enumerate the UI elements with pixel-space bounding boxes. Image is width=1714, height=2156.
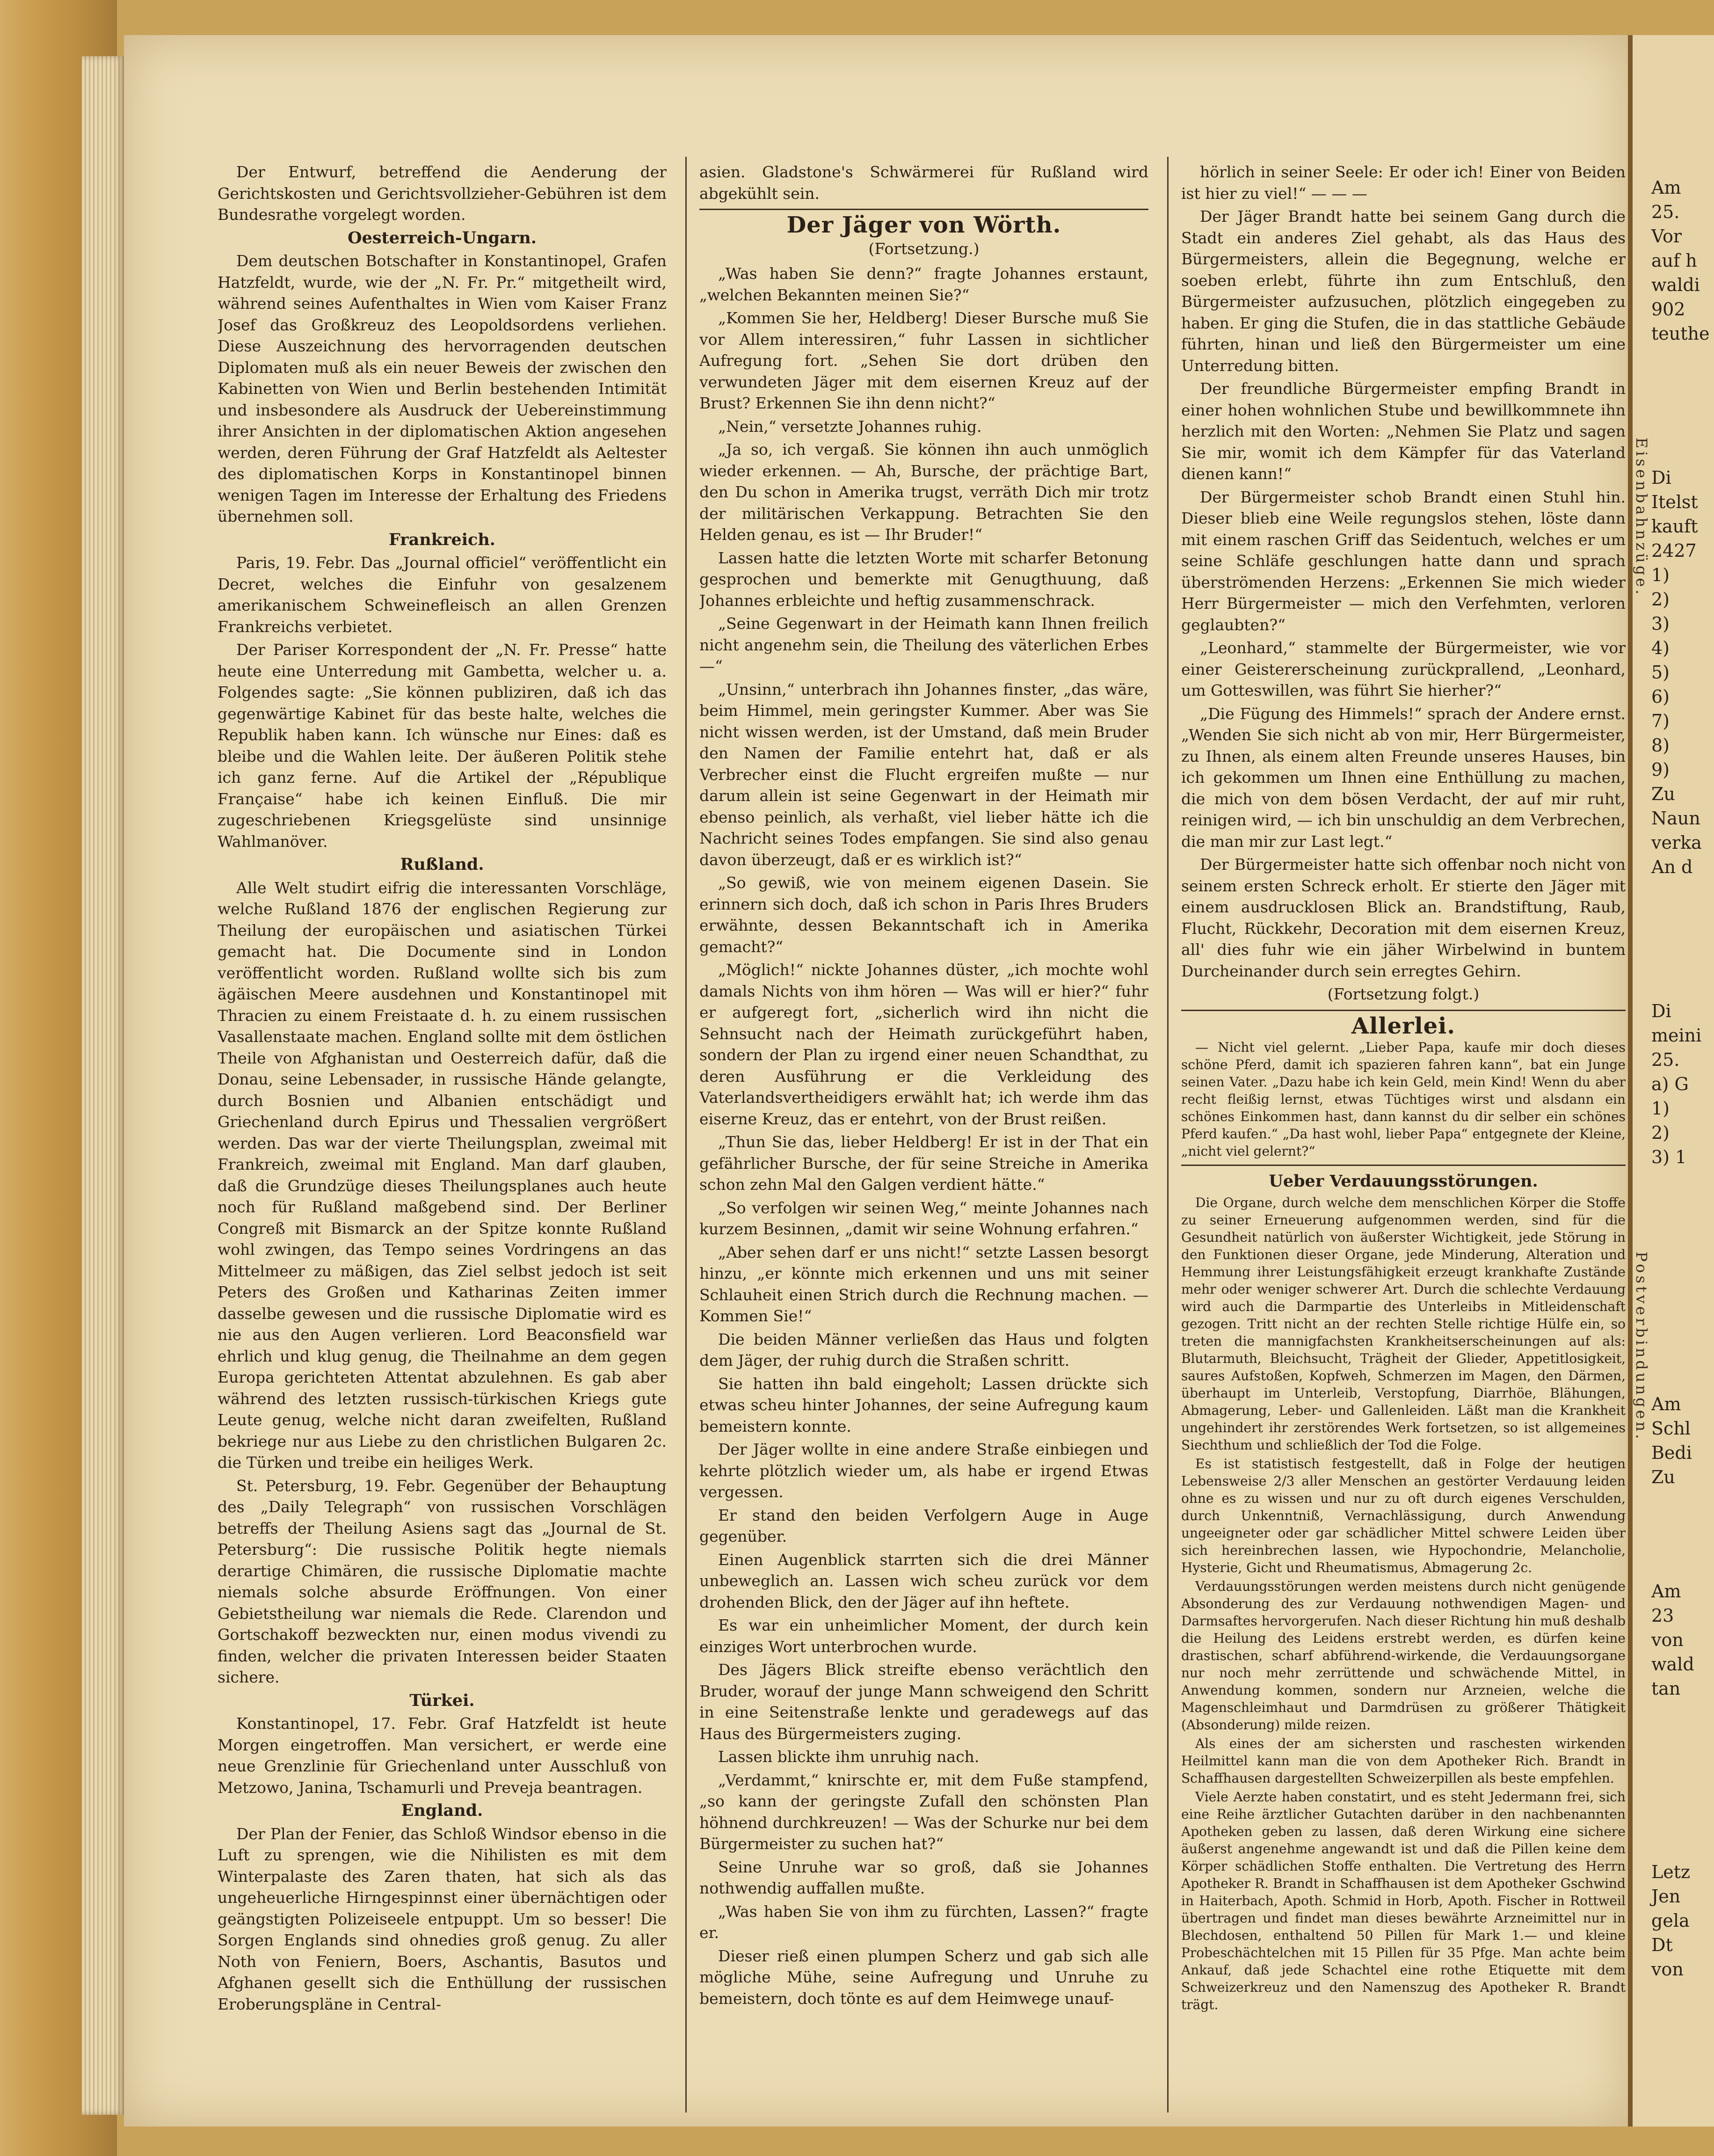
facing-line: 7): [1651, 711, 1670, 731]
facing-text-bottom: [1651, 1579, 1694, 1701]
heading-oesterreich: Oesterreich-Ungarn.: [348, 228, 537, 248]
article-paragraph: Als eines der am sichersten und raschesten wirkenden Heilmittel kann man die von dem Apotheker Rich. Brandt in Schaffhausen dargestellten Schweizerpillen als beste empfehlen.: [1181, 1735, 1626, 1786]
heading-tuerkei: Türkei.: [409, 1690, 475, 1710]
facing-line: gela: [1651, 1910, 1690, 1931]
story-paragraph: „Verdammt,“ knirschte er, mit dem Fuße stampfend, „so kann der geringste Zufall den schönsten Plan höhnend durchkreuzen! — Was der Schurke nur bei dem Bürgermeister zu suchen hat?“: [699, 1770, 1148, 1853]
heading-russland: Rußland.: [400, 855, 484, 874]
column-rule: [685, 157, 687, 2112]
facing-vertical-heading-1: Eisenbahnzüge.: [1633, 437, 1650, 597]
article-frankreich-2: Der Pariser Korrespondent der „N. Fr. Presse“ hatte heute eine Unterredung mit Gambetta, welcher u. a. Folgendes sagte: „Sie können publiziren, daß ich das gegenwärtige Kabinet für das beste halte, welches die Republik haben kann. Ich wünsche nur Eines: daß es bleibe und die Wahlen leite. Der äußeren Politik stehe ich ganz ferne. Auf die Artikel der „République Française“ habe ich keinen Einfluß. Die mir zugeschriebenen Kriegsgelüste sind unsinnige Wahlmanöver.: [218, 641, 667, 851]
facing-line: Letz: [1651, 1862, 1691, 1882]
story-paragraph: „So verfolgen wir seinen Weg,“ meinte Johannes nach kurzem Besinnen, „damit wir seine Wohnung erfahren.“: [699, 1198, 1148, 1238]
facing-line: 25.: [1651, 1049, 1680, 1070]
facing-text-low: [1651, 999, 1701, 1169]
facing-line: wald: [1651, 1654, 1694, 1675]
facing-line: 3) 1: [1651, 1147, 1687, 1167]
facing-line: 23: [1651, 1605, 1674, 1626]
article-paragraph: Die Organe, durch welche dem menschlichen Körper die Stoffe zu seiner Erneuerung aufgenommen werden, sind für die Gesundheit natürlich von äußerster Wichtigkeit, jede Störung in den Funktionen dieser Organe, jede Minderung, Alteration und Hemmung ihrer Leistungsfähigkeit erzeugt krankhafte Zustände mehr oder weniger schwerer Art. Durch die schlechte Verdauung wird auch die Darmpartie des Unterleibs in Mitleidenschaft gezogen. Tritt nicht an der rechten Stelle richtige Hülfe ein, so treten die mannigfachsten Krankheitserscheinungen auf als: Blutarmuth, Bleichsucht, Trägheit der Glieder, Appetitlosigkeit, saures Aufstoßen, Kopfweh, Schmerzen im Magen, den Därmen, überhaupt im Unterleib, Verstopfung, Diarrhöe, Blähungen, Abmagerung, Leber- und Gallenleiden. Läßt man die Krankheit ungehindert ihr zerstörendes Werk fortsetzen, so ist allgemeines Siechthum und schließlich der Tod die Folge.: [1181, 1195, 1626, 1453]
story-paragraph: „Thun Sie das, lieber Heldberg! Er ist in der That ein gefährlicher Bursche, der für seine Streiche in Amerika schon zehn Mal den Galgen verdient hätte.“: [699, 1133, 1148, 1194]
facing-text-lower: [1651, 1392, 1692, 1489]
story-body: [699, 263, 1148, 2009]
facing-line: 5): [1651, 662, 1670, 683]
story-paragraph: hörlich in seiner Seele: Er oder ich! Einer von Beiden ist hier zu viel!“ — — —: [1181, 163, 1626, 203]
article-allerlei: — Nicht viel gelernt. „Lieber Papa, kaufe mir doch dieses schöne Pferd, damit ich spazieren fahren kann“, bat ein Junge seinen Vater. „Dazu habe ich kein Geld, mein Kind! Wenn du aber recht fleißig lernst, etwas Tüchtiges wirst und alsdann ein schönes Einkommen hast, dann kannst du dir selber ein schönes Pferd kaufen.“ „Da hast wohl, lieber Papa“ entgegnete der Kleine, „nicht viel gelernt?“: [1181, 1040, 1626, 1159]
facing-line: Di: [1651, 1001, 1671, 1021]
facing-line: 3): [1651, 613, 1670, 634]
to-be-continued: (Fortsetzung folgt.): [1327, 985, 1480, 1003]
story-body-continued: [1181, 161, 1626, 982]
facing-line: 2): [1651, 589, 1670, 610]
heading-allerlei: Allerlei.: [1351, 1012, 1456, 1039]
column-politics: [218, 161, 667, 2127]
facing-line: von: [1651, 1630, 1684, 1650]
facing-line: An d: [1651, 857, 1693, 877]
article-england: Der Plan der Fenier, das Schloß Windsor ebenso in die Luft zu sprengen, wie die Nihilisten es mit dem Winterpalaste des Zaren thaten, hat sich als das ungeheuerliche Hirngespinnst einer übernächtigen oder geängstigten Polizeiseele entpuppt. Um so besser! Die Sorgen Englands sind ohnedies groß genug. Zu aller Noth von Feniern, Boers, Aschantis, Basutos und Afghanen gesellt sich die Enthüllung der russischen Eroberungspläne in Central-: [218, 1824, 667, 2013]
story-paragraph: „Nein,“ versetzte Johannes ruhig.: [718, 417, 982, 436]
facing-text-end: [1651, 1860, 1690, 1981]
story-paragraph: Der Jäger Brandt hatte bei seinem Gang durch die Stadt ein anderes Ziel gehabt, als das Haus des Bürgermeisters, allein die Begegnung, welche er soeben erlebt, führte ihn zum Entschluß, den Bürgermeister aufzusuchen, plötzlich eingegeben zu haben. Er ging die Stufen, die in das stattliche Gebäude führten, hinan und ließ den Bürgermeister um eine Unterredung bitten.: [1181, 207, 1626, 375]
facing-line: Bedi: [1651, 1442, 1692, 1463]
section-divider: [1181, 1010, 1626, 1011]
facing-line: Am: [1651, 1581, 1681, 1602]
facing-line: Zu: [1651, 784, 1675, 804]
article-continuation: asien. Gladstone's Schwärmerei für Rußland wird abgekühlt sein.: [699, 163, 1148, 203]
facing-line: 8): [1651, 735, 1670, 756]
article-tuerkei: Konstantinopel, 17. Febr. Graf Hatzfeldt ist heute Morgen eingetroffen. Man versichert, er werde eine neue Grenzlinie für Griechenland unter Ausschluß von Metzowo, Janina, Tschamurli und Preveja beantragen.: [218, 1714, 667, 1797]
article-paragraph: Verdauungsstörungen werden meistens durch nicht genügende Absonderung des zur Verdauung nothwendigen Magen- und Darmsaftes hervorgerufen. Nach dieser Richtung hin muß deshalb die Heilung des Leidens erstrebt werden, es dürfen keine drastischen, scharf abführend-wirkende, die Verdauungsorgane nur noch mehr zerrüttende und schwächende Mittel, in Anwendung kommen, sondern nur Arzneien, welche die Magenschleimhaut und Darmdrüsen zu größerer Thätigkeit (Absonderung) milde reizen.: [1181, 1578, 1626, 1733]
facing-line: Dt: [1651, 1935, 1673, 1955]
story-paragraph: „Ja so, ich vergaß. Sie können ihn auch unmöglich wieder erkennen. — Ah, Bursche, der prächtige Bart, den Du schon in Amerika trugst, verräth Dich mir trotz der militärischen Verkappung. Betrachten Sie den Helden genau, es ist — Ihr Bruder!“: [699, 440, 1148, 544]
facing-line: 2427: [1651, 540, 1697, 561]
facing-line: Am: [1651, 1394, 1681, 1414]
facing-line: 2): [1651, 1122, 1670, 1143]
facing-line: 4): [1651, 638, 1670, 658]
story-paragraph: „Leonhard,“ stammelte der Bürgermeister, wie vor einer Geistererscheinung zurückprallend, „Leonhard, um Gotteswillen, was führt Sie hierher?“: [1181, 639, 1626, 699]
facing-line: 9): [1651, 759, 1670, 780]
story-paragraph: Seine Unruhe war so groß, daß sie Johannes nothwendig auffallen mußte.: [699, 1857, 1148, 1897]
story-paragraph: „Was haben Sie von ihm zu fürchten, Lassen?“ fragte er.: [699, 1902, 1148, 1942]
article-intro: Der Entwurf, betreffend die Aenderung der Gerichtskosten und Gerichtsvollzieher-Gebühren ist dem Bundesrathe vorgelegt worden.: [218, 163, 667, 224]
story-paragraph: „Was haben Sie denn?“ fragte Johannes erstaunt, „welchen Bekannten meinen Sie?“: [699, 264, 1148, 304]
story-paragraph: Die beiden Männer verließen das Haus und folgten dem Jäger, der ruhig durch die Straßen schritt.: [699, 1330, 1148, 1369]
facing-line: Vor: [1651, 226, 1682, 247]
facing-line: Jen: [1651, 1886, 1681, 1907]
facing-line: 6): [1651, 686, 1670, 707]
column-story-misc: [1181, 161, 1626, 2127]
story-paragraph: „Möglich!“ nickte Johannes düster, „ich mochte wohl damals Nichts von ihm hören — Was will er hier?“ fuhr er aufgeregt fort, „sicherlich wird ihn nicht die Sehnsucht nach der Heimath zurückgeführt haben, sondern der Plan zu irgend einer neuen Schandthat, zu deren Ausführung er die Verkleidung des Vaterlandsvertheidigers erwählt hat; ich werde ihm das eiserne Kreuz, das er entehrt, von der Brust reißen.: [699, 961, 1148, 1128]
newspaper-page: [124, 35, 1628, 2127]
facing-line: Zu: [1651, 1467, 1675, 1487]
facing-line: Schl: [1651, 1418, 1691, 1439]
section-divider: [1181, 1165, 1626, 1166]
story-paragraph: Lassen hatte die letzten Worte mit scharfer Betonung gesprochen und bemerkte mit Genugthuung, daß Johannes erbleichte und heftig zusammenschrack.: [699, 548, 1148, 610]
story-paragraph: Des Jägers Blick streifte ebenso verächtlich den Bruder, worauf der junge Mann schweigend den Schritt in eine Seitenstraße lenkte und geradewegs auf das Haus des Bürgermeisters zuging.: [699, 1661, 1148, 1743]
story-paragraph: Einen Augenblick starrten sich die drei Männer unbeweglich an. Lassen wich scheu zurück vor dem drohenden Blick, den der Jäger auf ihn heftete.: [699, 1550, 1148, 1611]
story-subtitle: (Fortsetzung.): [868, 239, 980, 258]
page-stack-edge: [82, 56, 124, 2115]
story-paragraph: Dieser rieß einen plumpen Scherz und gab sich alle mögliche Mühe, seine Aufregung und Unruhe zu bemeistern, doch tönte es auf dem Heimwege unauf-: [699, 1946, 1148, 2008]
story-paragraph: Der Bürgermeister schob Brandt einen Stuhl hin. Dieser blieb eine Weile regungslos stehen, löste dann mit einem raschen Griff das Seidentuch, welches er um seine Schläfe geschlungen hatte dann und sprach überströmenden Herzens: „Erkennen Sie mich wieder Herr Bürgermeister — mich den Verfehmten, verloren geglaubten?“: [1181, 488, 1626, 634]
story-paragraph: Der Bürgermeister hatte sich offenbar noch nicht von seinem ersten Schreck erholt. Er stierte den Jäger mit einem ausdrucklosen Blick an. Brandstiftung, Raub, Flucht, Rückkehr, Decoration mit dem eisernen Kreuz, all' dies fuhr wie ein jäher Wirbelwind in buntem Durcheinander durch sein erregtes Gehirn.: [1181, 855, 1626, 980]
article-verdauung: [1181, 1194, 1626, 2013]
facing-text-mid: [1651, 466, 1702, 879]
article-paragraph: Viele Aerzte haben constatirt, und es steht Jedermann frei, sich eine Reihe ärztlicher Gutachten darüber in den nachbenannten Apotheken geben zu lassen, daß deren Wirkung eine sichere äußerst angenehme angewandt ist und daß die Pillen keine dem Körper schädlichen Stoffe enthalten. Die Vertretung des Herrn Apotheker R. Brandt in Schaffhausen ist dem Apotheker Gschwind in Haiterbach, Apoth. Schmid in Horb, Apoth. Fischer in Rottweil übertragen und findet man dieses bewährte Arzneimittel nur in Blechdosen, enthaltend 50 Pillen für Mark 1.— und kleine Probeschächtelchen mit 15 Pillen für 35 Pfge. Man achte beim Ankauf, daß jede Schachtel eine rothe Etiquette mit dem Schweizerkreuz und den Namenszug des Apotheker R. Brandt trägt.: [1181, 1789, 1626, 2012]
facing-text-top: [1651, 175, 1709, 346]
story-paragraph: „So gewiß, wie von meinem eigenen Dasein. Sie erinnern sich doch, daß ich schon in Paris Ihres Bruders erwähnte, dessen Bekanntschaft ich in Amerika gemacht?“: [699, 874, 1148, 956]
column-rule: [1167, 157, 1169, 2112]
facing-line: Di: [1651, 467, 1671, 488]
facing-line: a) G: [1651, 1074, 1689, 1094]
story-paragraph: „Seine Gegenwart in der Heimath kann Ihnen freilich nicht angenehm sein, die Theilung des väterlichen Erbes —“: [699, 614, 1148, 675]
facing-line: Naun: [1651, 808, 1700, 829]
facing-line: teuthe: [1651, 323, 1710, 344]
facing-page-fragment: [1628, 35, 1714, 2127]
article-paragraph: Es ist statistisch festgestellt, daß in Folge der heutigen Lebensweise 2/3 aller Menschen an gestörter Verdauung leiden ohne es zu wissen und nur zu oft durch eigenes Verschulden, durch Unkenntniß, Vernachlässigung, durch Anwendung ungeeigneter oder gar schädlicher Mittel schwere Leiden über sich hereinbrechen lassen, wie Hypochondrie, Melancholie, Hysterie, Gicht und Rheumatismus, Abmagerung 2c.: [1181, 1456, 1626, 1575]
facing-line: auf h: [1651, 250, 1697, 271]
facing-line: 1): [1651, 1098, 1670, 1119]
article-frankreich-1: Paris, 19. Febr. Das „Journal officiel“ veröffentlicht ein Decret, welches die Einfuhr von gesalzenem amerikanischem Schweinefleisch an allen Grenzen Frankreichs verbietet.: [218, 554, 667, 636]
heading-england: England.: [401, 1801, 483, 1820]
facing-vertical-heading-2: Postverbindungen.: [1633, 1252, 1650, 1442]
facing-line: 1): [1651, 565, 1670, 585]
column-feuilleton: [699, 161, 1148, 2127]
article-russland-1: Alle Welt studirt eifrig die interessanten Vorschläge, welche Rußland 1876 der englischen Regierung zur Theilung der europäischen und asiatischen Türkei gemacht hat. Die Documente sind in London veröffentlicht worden. Rußland wollte sich bis zum ägäischen Meere ausdehnen und Konstantinopel mit Thracien zu einem Freistaate d. h. zu einem russischen Vasallenstaate machen. England sollte mit dem östlichen Theile von Afghanistan und Oesterreich dafür, daß die Donau, seine Lebensader, in russische Hände gelangte, durch Bosnien und Albanien entschädigt und Griechenland durch Epirus und Thessalien vergrößert werden. Das war der vierte Theilungsplan, zweimal mit Frankreich, zweimal mit England. Man darf glauben, daß die Grundzüge dieses Theilungsplanes auch heute noch für Rußland maßgebend sind. Der Berliner Congreß mit Bismarck an der Spitze konnte Rußland wohl zwingen, das Tempo seines Vordringens an das Mittelmeer zu mäßigen, das Ziel selbst jedoch ist seit Peters des Großen und Katharinas Zeiten immer dasselbe gewesen und die russische Diplomatie wird es nie aus den Augen verlieren. Lord Beaconsfield war ehrlich und klug genug, die Theilnahme an dem gegen Europa gerichteten Attentat abzulehnen. Es gab aber während des letzten russisch-türkischen Kriegs gute Leute genug, welche nicht daran zweifelten, Rußland bekriege nur aus Liebe zu den christlichen Bulgaren 2c. die Türken und treibe ein heiliges Werk.: [218, 878, 667, 1471]
story-paragraph: Der freundliche Bürgermeister empfing Brandt in einer hohen wohnlichen Stube und bewillkommnete ihn herzlich mit den Worten: „Nehmen Sie Platz und sagen Sie mir, womit ich dem Kämpfer für das Vaterland dienen kann!“: [1181, 379, 1626, 483]
story-paragraph: Sie hatten ihn bald eingeholt; Lassen drückte sich etwas scheu hinter Johannes, der seine Aufregung kaum bemeistern konnte.: [699, 1374, 1148, 1435]
story-paragraph: Lassen blickte ihm unruhig nach.: [718, 1748, 980, 1766]
story-paragraph: Er stand den beiden Verfolgern Auge in Auge gegenüber.: [699, 1506, 1148, 1545]
facing-line: 25.: [1651, 202, 1680, 222]
facing-line: verka: [1651, 832, 1702, 853]
heading-verdauung: Ueber Verdauungsstörungen.: [1269, 1172, 1538, 1191]
facing-line: tan: [1651, 1678, 1681, 1699]
story-paragraph: „Die Fügung des Himmels!“ sprach der Andere ernst. „Wenden Sie sich nicht ab von mir, Herr Bürgermeister, zu Ihnen, als einem alten Freunde unseres Hauses, bin ich gekommen um Ihnen eine Enthüllung zu machen, die mich von dem bösen Verdacht, der auf mir ruht, reinigen wird, — ich bin unschuldig an dem Verbrechen, die man mir zur Last legt.“: [1181, 704, 1626, 851]
section-divider: [699, 209, 1148, 210]
facing-line: kauft: [1651, 516, 1698, 537]
story-paragraph: Es war ein unheimlicher Moment, der durch kein einziges Wort unterbrochen wurde.: [699, 1616, 1148, 1656]
facing-line: Itelst: [1651, 492, 1698, 512]
story-paragraph: „Unsinn,“ unterbrach ihn Johannes finster, „das wäre, beim Himmel, mein geringster Kummer. Aber was Sie nicht wissen werden, ist der Umstand, daß mein Bruder den Namen der Familie entehrt hat, daß er als Verbrecher einst die Flucht ergreifen mußte — nur darum allein ist seine Gegenwart in der Heimath mir ebenso peinlich, als verhaßt, viel lieber hätte ich die Nachricht seines Todes empfangen. Sie sind also genau davon überzeugt, daß er es wirklich ist?“: [699, 680, 1148, 869]
facing-line: waldi: [1651, 275, 1700, 295]
facing-line: 902: [1651, 299, 1685, 320]
facing-line: von: [1651, 1959, 1684, 1980]
facing-line: Am: [1651, 177, 1681, 198]
facing-line: meini: [1651, 1025, 1702, 1046]
article-oesterreich: Dem deutschen Botschafter in Konstantinopel, Grafen Hatzfeldt, wurde, wie der „N. Fr. Pr.“ mitgetheilt wird, während seines Aufenthaltes in Wien vom Kaiser Franz Josef das Großkreuz des Leopoldsordens verliehen. Diese Auszeichnung des hervorragenden deutschen Diplomaten muß als ein neuer Beweis der zwischen den Kabinetten von Wien und Berlin bestehenden Intimität und insbesondere als Ausdruck der Uebereinstimmung ihrer Ansichten in der diplomatischen Aktion angesehen werden, deren Führung der Graf Hatzfeldt als Aeltester des diplomatischen Korps in Konstantinopel binnen wenigen Tagen im Interesse der Erhaltung des Friedens übernehmen soll.: [218, 252, 667, 525]
story-title: Der Jäger von Wörth.: [786, 212, 1061, 238]
story-paragraph: „Aber sehen darf er uns nicht!“ setzte Lassen besorgt hinzu, „er könnte mich erkennen und uns mit seiner Schlauheit einen Strich durch die Rechnung machen. — Kommen Sie!“: [699, 1243, 1148, 1325]
heading-frankreich: Frankreich.: [389, 530, 495, 549]
story-paragraph: „Kommen Sie her, Heldberg! Dieser Bursche muß Sie vor Allem interessiren,“ fuhr Lassen in sichtlicher Aufregung fort. „Sehen Sie dort drüben den verwundeten Jäger mit dem eisernen Kreuz auf der Brust? Erkennen Sie ihn denn nicht?“: [699, 309, 1148, 412]
story-paragraph: Der Jäger wollte in eine andere Straße einbiegen und kehrte plötzlich wieder um, als habe er irgend Etwas vergessen.: [699, 1440, 1148, 1501]
article-russland-2: St. Petersburg, 19. Febr. Gegenüber der Behauptung des „Daily Telegraph“ von russischen Vorschlägen betreffs der Theilung Asiens sagt das „Journal de St. Petersburg“: Die russische Politik hegte niemals derartige Chimären, die russische Diplomatie machte niemals solche absurde Eröffnungen. Von einer Gebietstheilung war niemals die Rede. Clarendon und Gortschakoff bezweckten nur, einen modus vivendi zu finden, welcher die privaten Interessen beider Staaten sichere.: [218, 1476, 667, 1686]
